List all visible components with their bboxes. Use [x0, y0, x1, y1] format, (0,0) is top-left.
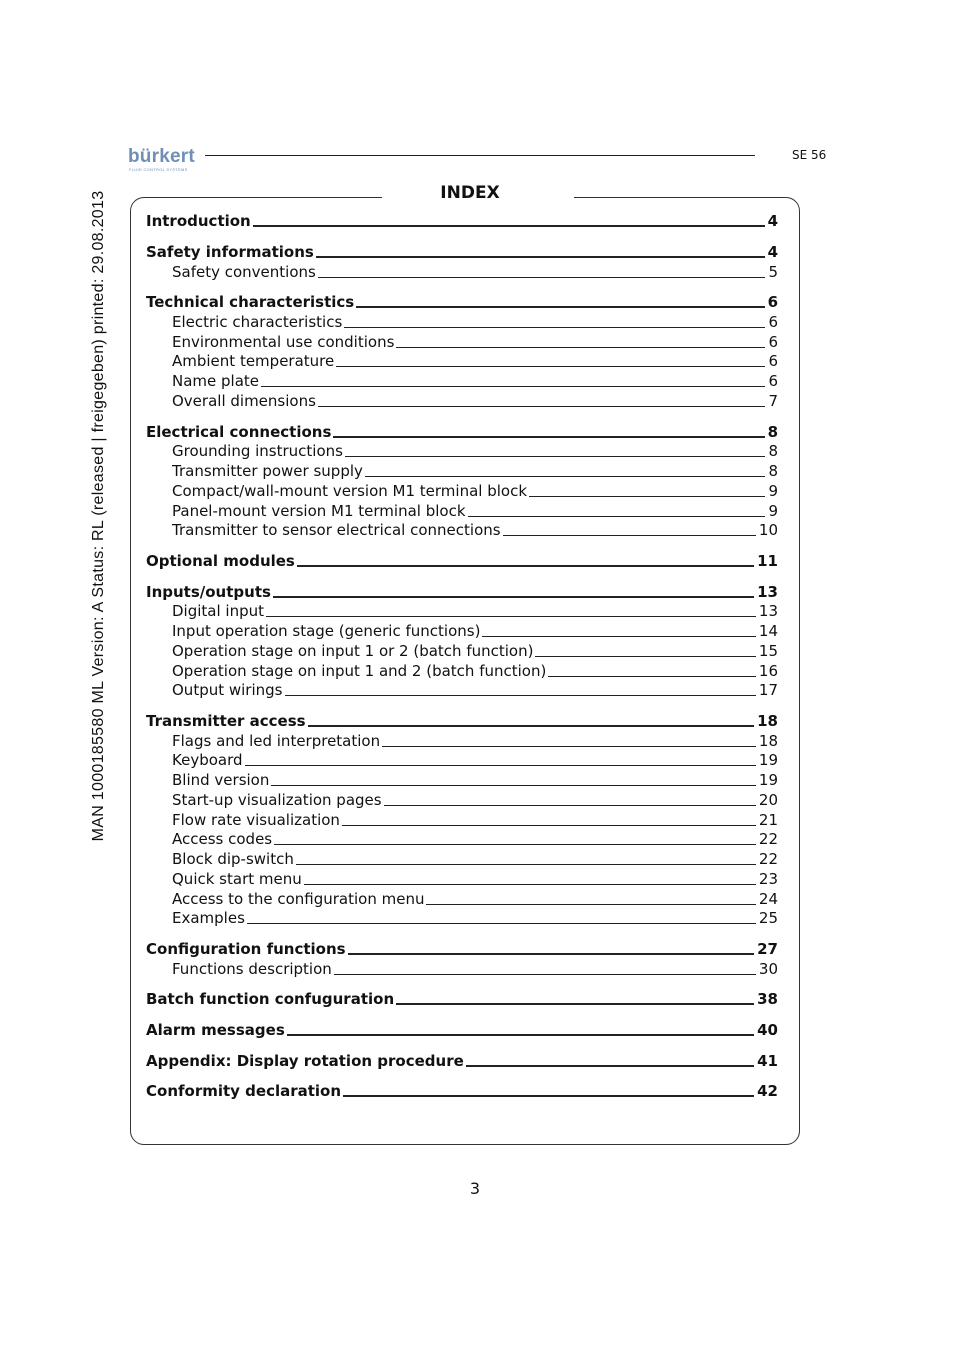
toc-entry[interactable]	[146, 261, 778, 281]
toc-entry-page: 8	[768, 462, 778, 480]
toc-entry-label: Inputs/outputs	[146, 583, 271, 601]
toc-entry-label: Compact/wall-mount version M1 terminal block	[172, 482, 528, 500]
index-title: INDEX	[440, 183, 500, 203]
toc-entry[interactable]	[146, 460, 778, 480]
toc-entry-page: 18	[757, 712, 778, 730]
toc-entry-page: 13	[758, 602, 778, 620]
toc-entry-page: 13	[757, 583, 778, 601]
toc-entry-label: Introduction	[146, 212, 251, 230]
toc-entry-label: Block dip-switch	[172, 850, 294, 868]
toc-entry[interactable]	[146, 828, 778, 848]
toc-entry-page: 20	[758, 791, 778, 809]
toc-entry-label: Safety conventions	[172, 263, 316, 281]
toc-leader	[266, 615, 756, 617]
toc-entry-page: 30	[758, 960, 778, 978]
toc-entry-label: Digital input	[172, 602, 264, 620]
toc-entry[interactable]	[146, 370, 778, 390]
toc-leader	[271, 784, 756, 786]
toc-entry-label: Appendix: Display rotation procedure	[146, 1052, 464, 1070]
toc-leader	[247, 922, 756, 924]
toc-leader	[318, 276, 765, 278]
toc-entry-label: Functions description	[172, 960, 332, 978]
toc-entry[interactable]	[146, 868, 778, 888]
toc-entry-page: 27	[757, 940, 778, 958]
toc-leader	[365, 475, 765, 477]
side-note-print-status: MAN 1000185580 ML Version: A Status: RL (released | freigegeben) printed: 29.08.2013	[90, 190, 107, 842]
toc-leader	[285, 694, 756, 696]
toc-entry-label: Technical characteristics	[146, 293, 355, 311]
toc-entry-page: 19	[758, 751, 778, 769]
toc-entry[interactable]	[146, 1019, 778, 1039]
toc-entry[interactable]	[146, 421, 778, 441]
toc-entry[interactable]	[146, 679, 778, 699]
toc-leader	[343, 1094, 754, 1097]
toc-entry-label: Ambient temperature	[172, 352, 335, 370]
toc-entry[interactable]	[146, 600, 778, 620]
toc-entry[interactable]	[146, 1050, 778, 1070]
toc-entry[interactable]	[146, 938, 778, 958]
toc-entry-page: 15	[758, 642, 778, 660]
toc-entry[interactable]	[146, 710, 778, 730]
toc-entry-label: Examples	[172, 909, 245, 927]
toc-entry[interactable]	[146, 640, 778, 660]
toc-entry-page: 40	[757, 1021, 778, 1039]
toc-entry[interactable]	[146, 848, 778, 868]
toc-entry-page: 18	[758, 732, 778, 750]
toc-entry-page: 6	[768, 333, 778, 351]
toc-entry-page: 4	[767, 243, 778, 261]
document-code: SE 56	[792, 148, 827, 162]
toc-entry-page: 42	[757, 1082, 778, 1100]
toc-leader	[304, 883, 756, 885]
toc-leader	[273, 595, 754, 598]
toc-leader	[468, 515, 765, 517]
toc-leader	[529, 495, 765, 497]
toc-entry[interactable]	[146, 241, 778, 261]
toc-entry-page: 14	[758, 622, 778, 640]
toc-leader	[382, 745, 756, 747]
toc-leader	[287, 1033, 754, 1036]
toc-entry-page: 8	[768, 442, 778, 460]
toc-entry[interactable]	[146, 350, 778, 370]
toc-entry-label: Electrical connections	[146, 423, 332, 441]
toc-entry-label: Keyboard	[172, 751, 243, 769]
toc-entry-label: Operation stage on input 1 or 2 (batch function)	[172, 642, 534, 660]
toc-entry-page: 25	[758, 909, 778, 927]
toc-leader	[344, 326, 765, 328]
toc-entry-label: Output wirings	[172, 681, 283, 699]
toc-entry-page: 7	[768, 392, 778, 410]
toc-leader	[297, 564, 754, 567]
toc-leader	[318, 405, 765, 407]
toc-leader	[384, 804, 756, 806]
toc-entry[interactable]	[146, 440, 778, 460]
toc-leader	[345, 455, 765, 457]
toc-leader	[333, 435, 764, 438]
toc-entry-label: Optional modules	[146, 552, 295, 570]
toc-entry-page: 10	[758, 521, 778, 539]
toc-entry[interactable]	[146, 291, 778, 311]
toc-entry-page: 17	[758, 681, 778, 699]
toc-entry-label: Quick start menu	[172, 870, 302, 888]
toc-entry-page: 6	[768, 372, 778, 390]
header-rule	[205, 155, 755, 156]
toc-entry[interactable]	[146, 888, 778, 908]
toc-leader	[334, 973, 756, 975]
toc-entry[interactable]	[146, 620, 778, 640]
toc-entry-label: Conformity declaration	[146, 1082, 342, 1100]
toc-entry-page: 6	[768, 352, 778, 370]
toc-leader	[396, 346, 765, 348]
toc-entry-label: Grounding instructions	[172, 442, 343, 460]
toc-entry-label: Start-up visualization pages	[172, 791, 382, 809]
logo-wordmark: bürkert	[128, 146, 195, 167]
toc-entry-label: Electric characteristics	[172, 313, 343, 331]
toc-entry-label: Safety informations	[146, 243, 314, 261]
toc-leader	[348, 952, 755, 955]
toc-entry[interactable]	[146, 769, 778, 789]
toc-leader	[245, 764, 756, 766]
toc-leader	[356, 305, 764, 308]
toc-entry[interactable]	[146, 331, 778, 351]
toc-entry-label: Alarm messages	[146, 1021, 285, 1039]
toc-entry[interactable]	[146, 480, 778, 500]
toc-entry-page: 16	[758, 662, 778, 680]
toc-entry-label: Transmitter power supply	[172, 462, 363, 480]
toc-entry[interactable]	[146, 550, 778, 570]
toc-leader	[336, 365, 765, 367]
toc-entry-page: 23	[758, 870, 778, 888]
toc-leader	[426, 903, 755, 905]
toc-entry[interactable]	[146, 390, 778, 410]
toc-entry-page: 19	[758, 771, 778, 789]
toc-leader	[253, 224, 765, 227]
toc-leader	[482, 635, 755, 637]
toc-entry-label: Transmitter to sensor electrical connections	[172, 521, 501, 539]
toc-entry[interactable]	[146, 730, 778, 750]
toc-entry-label: Flow rate visualization	[172, 811, 340, 829]
toc-entry-label: Operation stage on input 1 and 2 (batch function)	[172, 662, 547, 680]
toc-entry-page: 9	[768, 502, 778, 520]
toc-entry-page: 22	[758, 850, 778, 868]
toc-leader	[316, 255, 765, 258]
toc-entry-label: Access to the configuration menu	[172, 890, 425, 908]
toc-leader	[466, 1064, 754, 1067]
toc-entry-page: 5	[768, 263, 778, 281]
toc-entry-label: Access codes	[172, 830, 273, 848]
toc-entry-label: Configuration functions	[146, 940, 346, 958]
toc-entry-label: Overall dimensions	[172, 392, 316, 410]
toc-entry[interactable]	[146, 660, 778, 680]
toc-entry[interactable]	[146, 749, 778, 769]
toc-entry-page: 21	[758, 811, 778, 829]
toc-entry[interactable]	[146, 958, 778, 978]
toc-entry[interactable]	[146, 581, 778, 601]
toc-entry-page: 9	[768, 482, 778, 500]
toc-entry-page: 6	[767, 293, 778, 311]
toc-entry[interactable]	[146, 907, 778, 927]
toc-entry[interactable]	[146, 988, 778, 1008]
toc-entry-label: Environmental use conditions	[172, 333, 395, 351]
toc-entry[interactable]	[146, 789, 778, 809]
toc-entry-label: Input operation stage (generic functions)	[172, 622, 481, 640]
toc-entry[interactable]	[146, 210, 778, 230]
toc-entry-page: 4	[767, 212, 778, 230]
toc-leader	[342, 824, 756, 826]
toc-leader	[548, 675, 756, 677]
toc-entry-label: Transmitter access	[146, 712, 306, 730]
toc-entry-page: 24	[758, 890, 778, 908]
toc-entry-page: 38	[757, 990, 778, 1008]
toc-leader	[261, 385, 765, 387]
toc-entry-label: Panel-mount version M1 terminal block	[172, 502, 466, 520]
toc-entry-page: 22	[758, 830, 778, 848]
page-number: 3	[469, 1179, 481, 1198]
toc-entry-page: 8	[767, 423, 778, 441]
toc-entry-page: 41	[757, 1052, 778, 1070]
toc-leader	[274, 843, 756, 845]
burkert-logo	[128, 146, 196, 176]
toc-leader	[308, 724, 755, 727]
toc-entry[interactable]	[146, 809, 778, 829]
toc-leader	[503, 534, 756, 536]
toc-entry-label: Flags and led interpretation	[172, 732, 381, 750]
toc-leader	[296, 863, 756, 865]
toc-entry-label: Batch function confuguration	[146, 990, 395, 1008]
toc-leader	[396, 1002, 754, 1005]
logo-tagline: FLUID CONTROL SYSTEMS	[129, 167, 188, 172]
toc-entry-label: Blind version	[172, 771, 270, 789]
toc-entry-label: Name plate	[172, 372, 260, 390]
toc-entry[interactable]	[146, 311, 778, 331]
toc-entry[interactable]	[146, 500, 778, 520]
toc-leader	[535, 655, 755, 657]
toc-entry-page: 11	[757, 552, 778, 570]
toc-entry-page: 6	[768, 313, 778, 331]
toc-entry[interactable]	[146, 519, 778, 539]
toc-entry[interactable]	[146, 1080, 778, 1100]
